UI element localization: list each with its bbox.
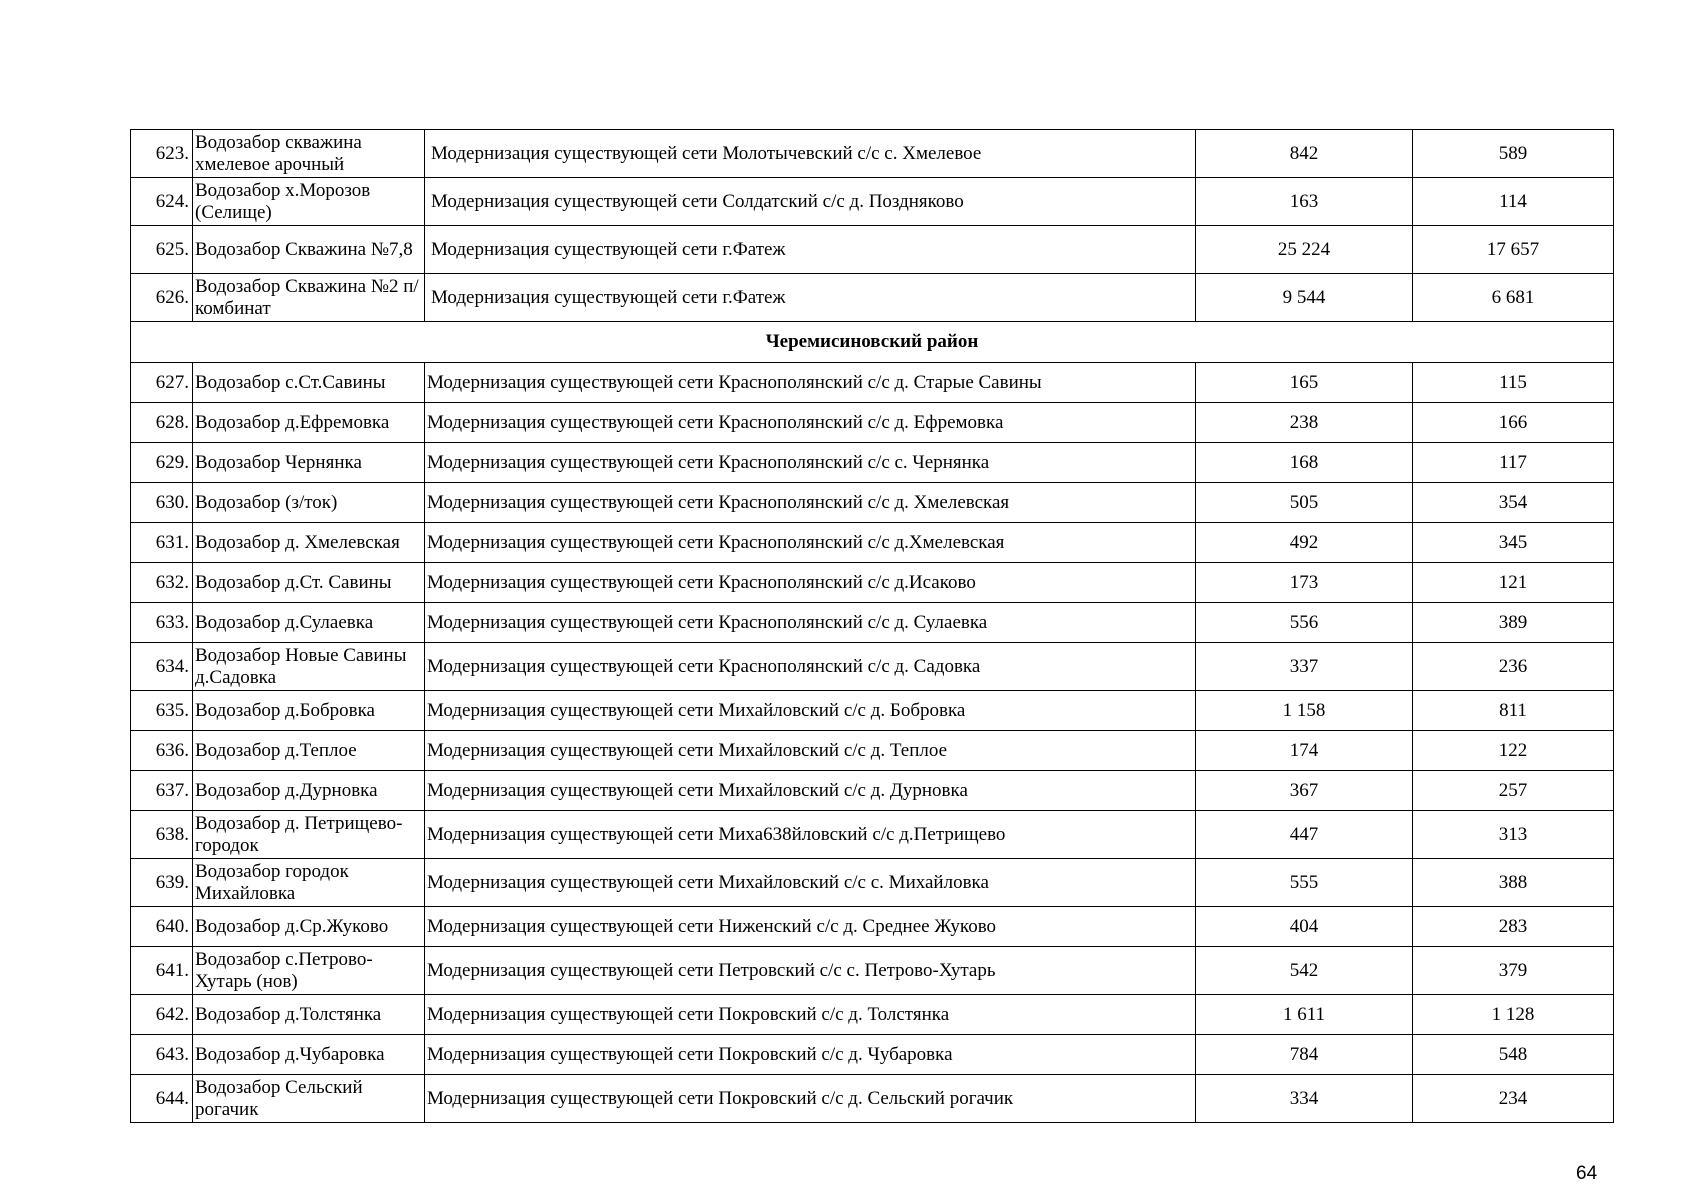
row-number-cell: 629. [131,443,193,483]
table-body-top [131,130,1614,322]
value-cell-1: 842 [1196,130,1413,178]
row-number-cell: 630. [131,483,193,523]
row-number-cell: 641. [131,947,193,995]
value-cell-2: 345 [1413,523,1614,563]
modernization-description-cell: Модернизация существующей сети Петровский с/с с. Петрово-Хутарь [425,947,1196,995]
modernization-description-cell: Модернизация существующей сети Михайловский с/с д. Дурновка [425,771,1196,811]
water-intake-name-cell: Водозабор д.Ср.Жуково [193,907,425,947]
value-cell-1: 238 [1196,403,1413,443]
row-number-cell: 638. [131,811,193,859]
table-row [131,731,1614,771]
modernization-description-cell: Модернизация существующей сети Краснополянский с/с д.Хмелевская [425,523,1196,563]
table-row [131,226,1614,274]
water-intake-name-cell: Водозабор д.Сулаевка [193,603,425,643]
row-number-cell: 643. [131,1035,193,1075]
value-cell-2: 236 [1413,643,1614,691]
value-cell-1: 505 [1196,483,1413,523]
row-number-cell: 644. [131,1075,193,1123]
modernization-description-cell: Модернизация существующей сети Краснополянский с/с д. Хмелевская [425,483,1196,523]
row-number-cell: 625. [131,226,193,274]
modernization-description-cell: Модернизация существующей сети Покровский с/с д. Толстянка [425,995,1196,1035]
water-intake-name-cell: Водозабор д.Теплое [193,731,425,771]
value-cell-2: 114 [1413,178,1614,226]
row-number-cell: 627. [131,363,193,403]
value-cell-2: 283 [1413,907,1614,947]
water-intake-name-cell: Водозабор д. Петрищево-городок [193,811,425,859]
table-row [131,859,1614,907]
value-cell-1: 165 [1196,363,1413,403]
value-cell-1: 542 [1196,947,1413,995]
water-intake-name-cell: Водозабор скважина хмелевое арочный [193,130,425,178]
water-intake-name-cell: Водозабор д.Толстянка [193,995,425,1035]
value-cell-2: 811 [1413,691,1614,731]
value-cell-2: 389 [1413,603,1614,643]
section-header [131,322,1614,363]
value-cell-2: 1 128 [1413,995,1614,1035]
row-number-cell: 642. [131,995,193,1035]
modernization-description-cell: Модернизация существующей сети Краснополянский с/с д. Садовка [425,643,1196,691]
value-cell-2: 379 [1413,947,1614,995]
modernization-description-cell: Модернизация существующей сети Покровский с/с д. Сельский рогачик [425,1075,1196,1123]
modernization-description-cell: Модернизация существующей сети Ниженский с/с д. Среднее Жуково [425,907,1196,947]
water-intake-name-cell: Водозабор Скважина №2 п/комбинат [193,274,425,322]
value-cell-1: 168 [1196,443,1413,483]
row-number-cell: 628. [131,403,193,443]
water-intake-name-cell: Водозабор городок Михайловка [193,859,425,907]
value-cell-2: 313 [1413,811,1614,859]
water-intake-name-cell: Водозабор д.Дурновка [193,771,425,811]
water-intake-name-cell: Водозабор д.Ефремовка [193,403,425,443]
water-intake-name-cell: Водозабор д. Хмелевская [193,523,425,563]
row-number-cell: 631. [131,523,193,563]
table-row [131,1035,1614,1075]
value-cell-1: 367 [1196,771,1413,811]
modernization-description-cell: Модернизация существующей сети Миха638йловский с/с д.Петрищево [425,811,1196,859]
modernization-description-cell: Модернизация существующей сети Молотычевский с/с с. Хмелевое [425,130,1196,178]
value-cell-1: 556 [1196,603,1413,643]
water-intake-name-cell: Водозабор с.Петрово-Хутарь (нов) [193,947,425,995]
value-cell-2: 6 681 [1413,274,1614,322]
value-cell-1: 337 [1196,643,1413,691]
table-row [131,1075,1614,1123]
water-intake-table [130,129,1614,1123]
value-cell-2: 122 [1413,731,1614,771]
row-number-cell: 626. [131,274,193,322]
row-number-cell: 635. [131,691,193,731]
table-row [131,995,1614,1035]
value-cell-1: 25 224 [1196,226,1413,274]
row-number-cell: 632. [131,563,193,603]
table-row [131,178,1614,226]
value-cell-2: 354 [1413,483,1614,523]
row-number-cell: 640. [131,907,193,947]
value-cell-2: 115 [1413,363,1614,403]
water-intake-name-cell: Водозабор (з/ток) [193,483,425,523]
value-cell-1: 1 611 [1196,995,1413,1035]
modernization-description-cell: Модернизация существующей сети г.Фатеж [425,226,1196,274]
modernization-description-cell: Модернизация существующей сети Михайловский с/с с. Михайловка [425,859,1196,907]
value-cell-1: 492 [1196,523,1413,563]
modernization-description-cell: Модернизация существующей сети Краснополянский с/с д. Сулаевка [425,603,1196,643]
table-row [131,643,1614,691]
water-intake-name-cell: Водозабор д.Чубаровка [193,1035,425,1075]
modernization-description-cell: Модернизация существующей сети Краснополянский с/с д. Ефремовка [425,403,1196,443]
table-row [131,483,1614,523]
water-intake-name-cell: Водозабор х.Морозов (Селище) [193,178,425,226]
table-row [131,947,1614,995]
water-intake-name-cell: Водозабор Сельский рогачик [193,1075,425,1123]
table-row [131,771,1614,811]
table-body-bottom [131,363,1614,1123]
page-number: 64 [1576,1163,1598,1184]
table-row [131,811,1614,859]
value-cell-1: 447 [1196,811,1413,859]
value-cell-2: 234 [1413,1075,1614,1123]
table-row [131,443,1614,483]
water-intake-name-cell: Водозабор с.Ст.Савины [193,363,425,403]
table-row [131,691,1614,731]
section-title: Черемисиновский район [131,322,1614,363]
value-cell-2: 589 [1413,130,1614,178]
value-cell-1: 1 158 [1196,691,1413,731]
water-intake-name-cell: Водозабор Чернянка [193,443,425,483]
modernization-description-cell: Модернизация существующей сети Краснополянский с/с д.Исаково [425,563,1196,603]
modernization-description-cell: Модернизация существующей сети Покровский с/с д. Чубаровка [425,1035,1196,1075]
value-cell-2: 166 [1413,403,1614,443]
row-number-cell: 639. [131,859,193,907]
row-number-cell: 623. [131,130,193,178]
value-cell-2: 117 [1413,443,1614,483]
value-cell-2: 121 [1413,563,1614,603]
value-cell-1: 334 [1196,1075,1413,1123]
modernization-description-cell: Модернизация существующей сети Солдатский с/с д. Поздняково [425,178,1196,226]
value-cell-2: 388 [1413,859,1614,907]
value-cell-2: 257 [1413,771,1614,811]
modernization-description-cell: Модернизация существующей сети Михайловский с/с д. Бобровка [425,691,1196,731]
table-row [131,363,1614,403]
value-cell-1: 174 [1196,731,1413,771]
value-cell-1: 173 [1196,563,1413,603]
table-row [131,563,1614,603]
value-cell-2: 17 657 [1413,226,1614,274]
table-row [131,130,1614,178]
modernization-description-cell: Модернизация существующей сети Краснополянский с/с д. Старые Савины [425,363,1196,403]
row-number-cell: 634. [131,643,193,691]
row-number-cell: 637. [131,771,193,811]
table-row [131,907,1614,947]
value-cell-1: 163 [1196,178,1413,226]
value-cell-1: 784 [1196,1035,1413,1075]
value-cell-1: 9 544 [1196,274,1413,322]
row-number-cell: 633. [131,603,193,643]
modernization-description-cell: Модернизация существующей сети Михайловский с/с д. Теплое [425,731,1196,771]
water-intake-name-cell: Водозабор Новые Савины д.Садовка [193,643,425,691]
table-row [131,403,1614,443]
modernization-description-cell: Модернизация существующей сети г.Фатеж [425,274,1196,322]
modernization-description-cell: Модернизация существующей сети Краснополянский с/с с. Чернянка [425,443,1196,483]
section-row [131,322,1614,363]
row-number-cell: 636. [131,731,193,771]
value-cell-1: 555 [1196,859,1413,907]
row-number-cell: 624. [131,178,193,226]
water-intake-name-cell: Водозабор д.Бобровка [193,691,425,731]
table-row [131,603,1614,643]
value-cell-2: 548 [1413,1035,1614,1075]
table-row [131,274,1614,322]
table-row [131,523,1614,563]
water-intake-name-cell: Водозабор д.Ст. Савины [193,563,425,603]
value-cell-1: 404 [1196,907,1413,947]
water-intake-name-cell: Водозабор Скважина №7,8 [193,226,425,274]
